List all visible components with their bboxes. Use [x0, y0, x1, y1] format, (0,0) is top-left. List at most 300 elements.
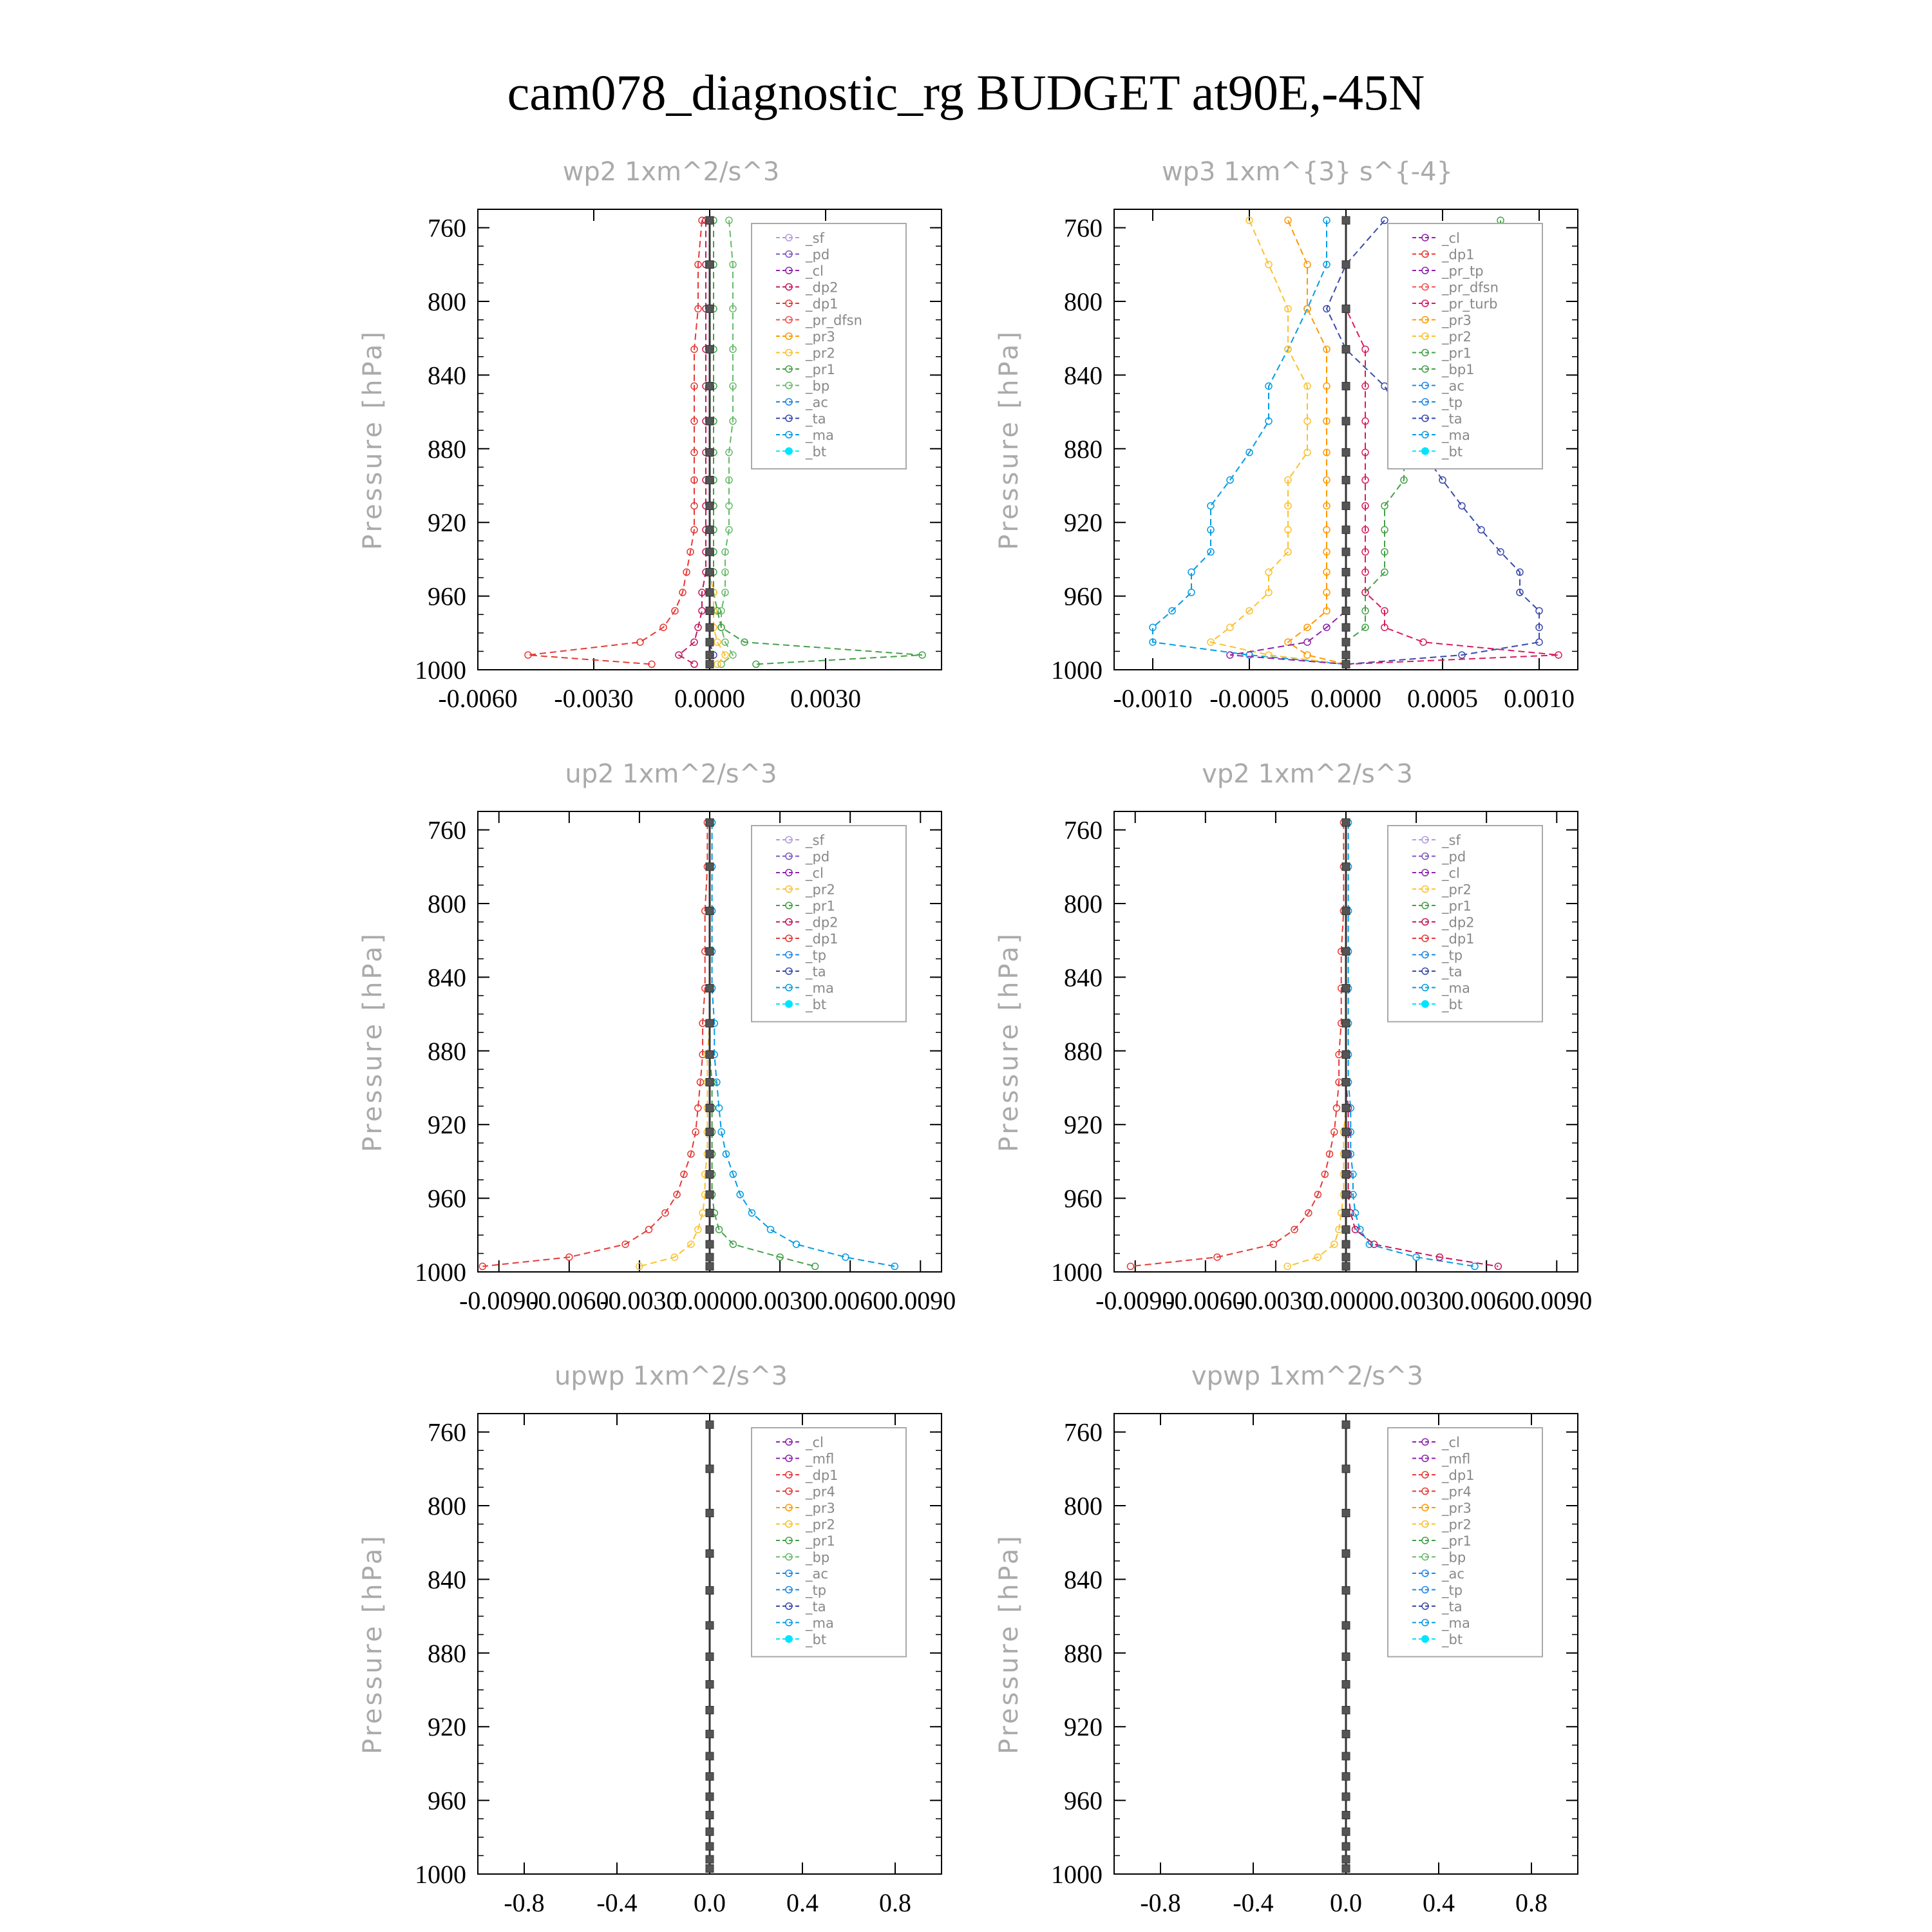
series-point-pr-turb	[1420, 639, 1426, 645]
series-point-bt	[1342, 1128, 1350, 1136]
x-tick-label: 0.0030	[1381, 1286, 1452, 1315]
series-point-bt	[1342, 1828, 1350, 1835]
series-point-pr2	[1284, 1263, 1291, 1269]
series-point-bt	[1342, 1793, 1350, 1801]
legend	[752, 1428, 906, 1657]
x-tick-label: 0.4	[1423, 1888, 1455, 1917]
legend-label: _ac	[1442, 378, 1464, 394]
y-tick-label: 760	[428, 815, 466, 845]
figure-title: cam078_diagnostic_rg BUDGET at90E,-45N	[507, 64, 1425, 120]
legend-label: _tp	[1442, 395, 1463, 410]
series-point-bt	[1342, 985, 1350, 992]
legend-label: _pd	[806, 849, 830, 865]
series-point-bt	[1342, 1653, 1350, 1661]
y-tick-label: 1000	[415, 1860, 466, 1889]
series-point-bt	[1342, 476, 1350, 484]
series-point-bt	[1342, 568, 1350, 576]
x-tick-label: 0.0060	[1451, 1286, 1522, 1315]
legend-label: _sf	[806, 833, 824, 848]
series-line-pr-tp	[1230, 220, 1346, 664]
series-point-pr2	[1227, 624, 1233, 630]
series-point-bt	[706, 907, 714, 914]
series-point-bt	[1342, 1752, 1350, 1760]
series-line-dp1	[482, 822, 707, 1266]
series-point-bt	[706, 638, 714, 646]
series-point-bt	[706, 1622, 714, 1629]
legend	[752, 826, 906, 1022]
x-tick-label: 0.4	[786, 1888, 819, 1917]
x-tick-label: 0.0000	[1311, 684, 1381, 713]
series-point-bt	[1342, 863, 1350, 871]
legend-label: _ta	[806, 964, 826, 980]
legend-label: _mfl	[806, 1451, 835, 1467]
series-point-dp2	[691, 661, 697, 667]
legend-label: _pr_tp	[1442, 263, 1484, 279]
series-point-bt	[1342, 449, 1350, 457]
series-point-bt	[1342, 1078, 1350, 1086]
panel-3	[994, 759, 1592, 1315]
series-point-bt	[706, 1855, 714, 1863]
panel-2	[358, 759, 956, 1315]
legend-marker	[1421, 448, 1429, 455]
y-tick-label: 800	[1064, 287, 1103, 316]
legend-label: _pr3	[1442, 312, 1472, 328]
legend-label: _pr1	[806, 898, 835, 914]
series-point-bt	[1342, 623, 1350, 631]
series-point-bt	[706, 1828, 714, 1835]
legend-label: _pr3	[806, 1501, 835, 1516]
series-point-bt	[706, 1019, 714, 1027]
series-point-pr3	[1304, 305, 1311, 312]
y-tick-label: 800	[1064, 889, 1103, 918]
legend-label: _ta	[806, 1599, 826, 1615]
y-tick-label: 920	[428, 1712, 466, 1742]
legend-label: _dp2	[806, 279, 838, 296]
series-point-ta	[1381, 217, 1388, 223]
legend-label: _pr1	[1442, 898, 1472, 914]
legend-label: _mfl	[1442, 1451, 1471, 1467]
legend-label: _pr1	[806, 1533, 835, 1549]
series-point-ma	[768, 1226, 774, 1233]
x-tick-label: -0.0060	[438, 684, 518, 713]
legend-label: _cl	[1442, 1435, 1460, 1450]
legend-label: _cl	[1442, 231, 1460, 246]
series-point-bt	[706, 476, 714, 484]
series-point-bt	[1342, 1170, 1350, 1178]
legend-label: _ma	[1442, 428, 1470, 443]
panel-title: vpwp 1xm^2/s^3	[1191, 1361, 1424, 1391]
x-tick-label: -0.8	[1140, 1888, 1181, 1917]
series-point-ta	[1459, 502, 1465, 509]
series-point-bt	[706, 863, 714, 871]
series-point-bt	[1342, 1772, 1350, 1780]
series-point-bt	[706, 651, 714, 659]
legend-label: _pr4	[806, 1484, 835, 1500]
legend-label: _dp1	[1442, 1468, 1475, 1483]
legend-label: _pr_dfsn	[1442, 279, 1499, 296]
series-point-bt	[1342, 1864, 1350, 1872]
legend-label: _ac	[1442, 1566, 1464, 1582]
legend-label: _pr2	[1442, 1517, 1472, 1533]
series-point-ma	[1208, 502, 1214, 509]
y-tick-label: 800	[428, 287, 466, 316]
series-point-pr3	[1285, 217, 1291, 223]
x-tick-label: -0.0090	[1095, 1286, 1175, 1315]
series-point-ta	[1381, 383, 1388, 390]
x-tick-label: 0.0060	[815, 1286, 886, 1315]
series-point-bt	[1342, 548, 1350, 556]
series-point-bt	[706, 502, 714, 509]
series-point-bt	[706, 1587, 714, 1595]
series-point-bt	[706, 1170, 714, 1178]
series-point-pr3	[1304, 261, 1311, 268]
y-tick-label: 920	[1064, 1110, 1103, 1140]
legend-label: _dp2	[1442, 914, 1475, 931]
legend-label: _dp1	[806, 1468, 838, 1483]
y-tick-label: 760	[428, 213, 466, 243]
series-point-bt	[1342, 638, 1350, 646]
legend-label: _ac	[806, 1566, 828, 1582]
legend-label: _ta	[1442, 411, 1463, 427]
series-point-bt	[1342, 305, 1350, 312]
legend-label: _bp	[806, 378, 830, 394]
panel-title: wp2 1xm^2/s^3	[562, 157, 780, 187]
legend-marker	[1421, 1000, 1429, 1008]
legend-label: _sf	[806, 231, 824, 246]
series-point-bt	[706, 1730, 714, 1738]
series-line-dp1	[528, 220, 702, 664]
series-point-bt	[1342, 947, 1350, 955]
series-point-bt	[1342, 261, 1350, 269]
series-point-ta	[1439, 477, 1446, 483]
legend-label: _pr2	[1442, 329, 1472, 345]
series-line-pr2	[1211, 220, 1346, 664]
series-point-bt	[1342, 1226, 1350, 1233]
legend-label: _tp	[806, 1582, 827, 1598]
y-tick-label: 1000	[415, 656, 466, 685]
y-tick-label: 920	[428, 1110, 466, 1140]
series-point-bt	[1342, 1842, 1350, 1850]
y-tick-label: 1000	[1051, 656, 1103, 685]
series-point-bt	[1342, 1706, 1350, 1714]
legend	[1388, 826, 1542, 1022]
legend-label: _bp	[806, 1549, 830, 1566]
series-point-bt	[706, 1226, 714, 1233]
legend-label: _pr_dfsn	[806, 312, 862, 328]
legend-label: _pd	[806, 247, 830, 263]
x-tick-label: -0.0030	[554, 684, 634, 713]
legend-label: _ma	[1442, 980, 1470, 996]
x-tick-label: 0.0010	[1504, 684, 1575, 713]
series-point-bt	[706, 449, 714, 457]
x-tick-label: -0.0005	[1209, 684, 1289, 713]
y-axis-label: Pressure [hPa]	[358, 329, 388, 550]
x-tick-label: -0.0030	[600, 1286, 679, 1315]
x-tick-label: 0.8	[879, 1888, 911, 1917]
series-point-bt	[1342, 417, 1350, 425]
y-axis-label: Pressure [hPa]	[358, 931, 388, 1152]
series-point-bt	[1342, 1509, 1350, 1517]
legend	[1388, 1428, 1542, 1657]
series-point-bt	[1342, 216, 1350, 224]
x-tick-label: 0.0030	[790, 684, 861, 713]
series-point-bt	[706, 345, 714, 353]
y-tick-label: 760	[1064, 1417, 1103, 1447]
legend-label: _ac	[806, 395, 828, 410]
x-tick-label: 0.0005	[1407, 684, 1478, 713]
series-point-dp1	[645, 1226, 652, 1233]
legend-label: _pr2	[1442, 882, 1472, 898]
legend-label: _ma	[806, 428, 834, 443]
series-point-bt	[706, 261, 714, 269]
series-point-bt	[706, 1706, 714, 1714]
legend-label: _dp1	[1442, 931, 1475, 947]
x-tick-label: -0.0010	[1113, 684, 1193, 713]
y-tick-label: 1000	[1051, 1258, 1103, 1287]
y-tick-label: 920	[1064, 1712, 1103, 1742]
legend-label: _cl	[806, 263, 824, 279]
series-point-bt	[706, 1209, 714, 1217]
series-point-bt	[706, 526, 714, 534]
legend-label: _dp1	[806, 296, 838, 312]
series-point-bt	[1342, 1549, 1350, 1557]
legend-label: _bt	[806, 444, 827, 460]
series-point-ma	[1188, 589, 1195, 596]
series-point-bt	[706, 1191, 714, 1198]
y-tick-label: 800	[428, 1492, 466, 1520]
series-point-bt	[706, 1752, 714, 1760]
series-point-bt	[706, 1653, 714, 1661]
panel-0	[358, 157, 942, 713]
y-tick-label: 880	[428, 434, 466, 464]
legend-label: _ma	[806, 1615, 834, 1631]
legend-marker	[785, 1000, 793, 1008]
legend-label: _pr1	[1442, 345, 1472, 361]
series-point-bt	[1342, 907, 1350, 914]
series-line-pr2	[1287, 822, 1346, 1266]
x-tick-label: 0.0090	[1521, 1286, 1593, 1315]
y-tick-label: 840	[1064, 963, 1103, 992]
series-point-bt	[1342, 1240, 1350, 1248]
series-point-bt	[706, 1793, 714, 1801]
series-point-bt	[1342, 1019, 1350, 1027]
y-tick-label: 800	[428, 889, 466, 918]
legend-label: _dp2	[806, 914, 838, 931]
legend-label: _ta	[1442, 964, 1463, 980]
legend-label: _bp1	[1442, 362, 1475, 377]
series-line-bp	[721, 220, 733, 664]
series-point-bt	[706, 589, 714, 596]
legend-label: _ta	[1442, 1599, 1463, 1615]
y-tick-label: 920	[1064, 508, 1103, 538]
x-tick-label: 0.0000	[674, 1286, 745, 1315]
series-point-bt	[1342, 819, 1350, 826]
legend-label: _bt	[1442, 997, 1463, 1012]
panel-title: wp3 1xm^{3} s^{-4}	[1161, 157, 1454, 187]
y-tick-label: 840	[428, 1565, 466, 1595]
legend-label: _bt	[806, 1632, 827, 1647]
series-point-bt	[1342, 1622, 1350, 1629]
series-point-bt	[706, 947, 714, 955]
series-point-bt	[706, 1051, 714, 1059]
legend-label: _pr2	[806, 882, 835, 898]
series-point-bt	[1342, 526, 1350, 534]
panel-1	[994, 157, 1578, 713]
y-axis-label: Pressure [hPa]	[358, 1533, 388, 1754]
series-point-bt	[1342, 607, 1350, 614]
legend-label: _bp	[1442, 1549, 1466, 1566]
series-point-bt	[1342, 502, 1350, 509]
series-point-bt	[706, 1104, 714, 1112]
legend	[1388, 223, 1542, 469]
panel-title: vp2 1xm^2/s^3	[1202, 759, 1413, 789]
series-point-bt	[1342, 660, 1350, 668]
series-point-bt	[706, 1509, 714, 1517]
series-point-bt	[1342, 345, 1350, 353]
legend-label: _tp	[1442, 1582, 1463, 1598]
series-point-bt	[1342, 589, 1350, 596]
legend-label: _ma	[1442, 1615, 1470, 1631]
series-point-bt	[1342, 1191, 1350, 1198]
series-point-bt	[1342, 1587, 1350, 1595]
x-tick-label: -0.0060	[1166, 1286, 1245, 1315]
series-line-dp2	[679, 220, 706, 664]
y-axis-label: Pressure [hPa]	[994, 329, 1024, 550]
legend-label: _pr3	[1442, 1501, 1472, 1516]
y-tick-label: 1000	[415, 1258, 466, 1287]
series-point-ta	[1478, 527, 1484, 533]
y-tick-label: 760	[428, 1417, 466, 1447]
series-point-bt	[706, 1811, 714, 1819]
series-point-bt	[1342, 383, 1350, 390]
x-tick-label: -0.0060	[529, 1286, 609, 1315]
legend-marker	[1421, 1635, 1429, 1643]
legend-label: _ta	[806, 411, 826, 427]
series-point-bt	[1342, 1421, 1350, 1428]
y-tick-label: 960	[428, 1184, 466, 1213]
series-line-pr2	[710, 220, 725, 664]
legend-label: _pr1	[1442, 1533, 1472, 1549]
y-tick-label: 880	[1064, 1638, 1103, 1668]
legend-label: _cl	[806, 1435, 824, 1450]
y-axis-label: Pressure [hPa]	[994, 931, 1024, 1152]
series-point-bt	[706, 1421, 714, 1428]
series-point-bt	[1342, 1730, 1350, 1738]
series-point-bt	[706, 1262, 714, 1270]
series-point-pr2	[714, 661, 721, 667]
y-axis-label: Pressure [hPa]	[994, 1533, 1024, 1754]
y-tick-label: 840	[1064, 361, 1103, 390]
x-tick-label: -0.8	[504, 1888, 545, 1917]
series-point-bt	[706, 1078, 714, 1086]
y-tick-label: 840	[428, 361, 466, 390]
x-tick-label: -0.0030	[1236, 1286, 1316, 1315]
series-point-bt	[706, 1465, 714, 1473]
series-point-bt	[706, 216, 714, 224]
legend-marker	[785, 1635, 793, 1643]
series-line-dp1	[1131, 822, 1344, 1266]
series-point-bt	[706, 383, 714, 390]
series-point-bt	[706, 607, 714, 614]
y-tick-label: 880	[428, 1036, 466, 1066]
legend-label: _bt	[1442, 1632, 1463, 1647]
series-point-bt	[1342, 1150, 1350, 1158]
legend-label: _pr_turb	[1442, 296, 1498, 312]
legend-label: _dp1	[1442, 247, 1475, 263]
legend-label: _pd	[1442, 849, 1466, 865]
legend-label: _dp1	[806, 931, 838, 947]
x-tick-label: -0.4	[1233, 1888, 1274, 1917]
legend-label: _pr3	[806, 329, 835, 345]
legend-label: _pr2	[806, 1517, 835, 1533]
y-tick-label: 840	[428, 963, 466, 992]
series-line-ma	[1153, 220, 1346, 664]
legend-label: _pr4	[1442, 1484, 1472, 1500]
series-point-bt	[706, 1549, 714, 1557]
legend-label: _tp	[1442, 947, 1463, 963]
series-point-bt	[1342, 1209, 1350, 1217]
series-point-pr2	[1265, 261, 1272, 268]
series-point-bt	[706, 305, 714, 312]
y-tick-label: 960	[1064, 582, 1103, 611]
panels-group	[358, 157, 1592, 1917]
series-line-pr2	[639, 822, 710, 1266]
y-tick-label: 880	[1064, 434, 1103, 464]
series-point-bt	[706, 623, 714, 631]
legend-label: _bt	[806, 997, 827, 1012]
y-tick-label: 880	[428, 1638, 466, 1668]
legend-label: _tp	[806, 947, 827, 963]
series-point-bt	[706, 1150, 714, 1158]
series-point-bt	[1342, 651, 1350, 659]
x-tick-label: 0.8	[1515, 1888, 1548, 1917]
series-point-bt	[1342, 1855, 1350, 1863]
series-point-bt	[1342, 1680, 1350, 1688]
series-point-bt	[706, 660, 714, 668]
series-point-bt	[1342, 1465, 1350, 1473]
series-point-bt	[706, 1240, 714, 1248]
series-point-bt	[1342, 1051, 1350, 1059]
series-point-bt	[706, 1128, 714, 1136]
legend-label: _sf	[1442, 833, 1461, 848]
series-line-pr3	[1288, 220, 1346, 664]
y-tick-label: 880	[1064, 1036, 1103, 1066]
series-point-bt	[1342, 1253, 1350, 1261]
panel-5	[994, 1361, 1578, 1917]
series-point-bt	[1342, 1262, 1350, 1270]
y-tick-label: 960	[1064, 1786, 1103, 1815]
series-point-pr2	[1265, 569, 1272, 575]
legend-label: _pr1	[806, 362, 835, 377]
x-tick-label: -0.0090	[459, 1286, 539, 1315]
legend-label: _pr2	[806, 345, 835, 361]
series-point-bt	[706, 548, 714, 556]
legend	[752, 223, 906, 469]
y-tick-label: 920	[428, 508, 466, 538]
x-tick-label: 0.0000	[674, 684, 745, 713]
panel-title: up2 1xm^2/s^3	[565, 759, 777, 789]
x-tick-label: 0.0	[694, 1888, 726, 1917]
y-tick-label: 760	[1064, 815, 1103, 845]
legend-label: _ma	[806, 980, 834, 996]
y-tick-label: 800	[1064, 1492, 1103, 1520]
y-tick-label: 760	[1064, 213, 1103, 243]
y-tick-label: 840	[1064, 1565, 1103, 1595]
series-point-dp1	[1127, 1263, 1133, 1269]
y-tick-label: 960	[428, 1786, 466, 1815]
panel-title: upwp 1xm^2/s^3	[554, 1361, 788, 1391]
legend-label: _bt	[1442, 444, 1463, 460]
